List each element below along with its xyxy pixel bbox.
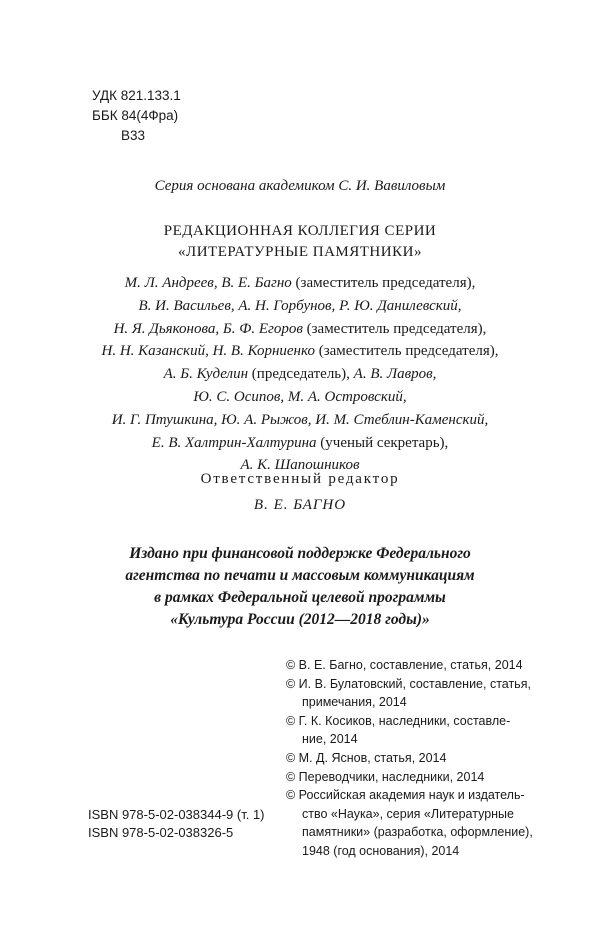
isbn-volume: ISBN 978-5-02-038344-9 (т. 1) (88, 807, 265, 822)
member-name: А. Н. Горбунов, (238, 297, 336, 314)
member-name: Р. Ю. Данилевский, (339, 297, 462, 314)
author-mark: В33 (121, 128, 146, 143)
member-name: И. Г. Птушкина, (111, 411, 218, 428)
board-members (70, 272, 530, 477)
board-title-line-1: РЕДАКЦИОННАЯ КОЛЛЕГИЯ СЕРИИ (163, 223, 437, 239)
member-name: Н. Н. Казанский, (101, 343, 209, 360)
board-members-line (70, 318, 530, 341)
board-members-line (70, 363, 530, 386)
isbn-block (88, 806, 265, 841)
member-role: (заместитель председателя), (318, 343, 499, 360)
member-role: (председатель), (251, 366, 350, 383)
member-name: В. Е. Багно (221, 275, 292, 291)
copyright-line: ство «Наука», серия «Литературные (302, 806, 514, 821)
isbn-series: ISBN 978-5-02-038326-5 (88, 824, 234, 840)
copyright-line: © В. Е. Багно, составление, статья, 2014 (286, 658, 523, 672)
funding-line-4: «Культура России (2012—2018 годы)» (170, 611, 430, 628)
board-members-line (70, 386, 530, 409)
member-role: (ученый секретарь), (320, 434, 449, 451)
member-name: М. А. Островский, (287, 388, 407, 405)
board-members-line (70, 340, 530, 363)
classification-codes (92, 86, 181, 146)
board-members-line (70, 295, 530, 318)
member-name: Н. В. Корниенко (212, 343, 315, 360)
copyright-line: памятники» (разработка, оформление), (302, 825, 533, 840)
member-name: В. И. Васильев, (138, 297, 235, 314)
board-title (60, 221, 540, 263)
copyright-line: © М. Д. Яснов, статья, 2014 (286, 750, 447, 765)
bbk-code: ББК 84(4Фра) (92, 108, 179, 123)
member-role: (заместитель председателя), (306, 320, 487, 337)
member-name: А. К. Шапошников (240, 457, 360, 474)
responsible-editor-name: В. Е. БАГНО (253, 497, 347, 513)
copyright-block (286, 656, 546, 861)
copyright-line: © И. В. Булатовский, составление, статья, (286, 676, 531, 691)
copyright-line: © Переводчики, наследники, 2014 (286, 769, 485, 784)
member-name: Б. Ф. Егоров (222, 320, 303, 337)
board-members-line (70, 432, 530, 455)
funding-line-1: Издано при финансовой поддержке Федерального (129, 545, 471, 562)
member-name: А. Б. Куделин (163, 366, 249, 383)
board-members-line (70, 272, 530, 295)
copyright-line: © Г. К. Косиков, наследники, составле- (286, 713, 511, 728)
udk-code: УДК 821.133.1 (92, 88, 181, 103)
member-name: Ю. С. Осипов, (193, 388, 285, 405)
member-name: И. М. Стеблин-Каменский, (315, 411, 489, 428)
member-role: (заместитель председателя), (295, 275, 476, 291)
copyright-line: 1948 (год основания), 2014 (302, 843, 460, 858)
copyright-line: ние, 2014 (302, 732, 358, 747)
series-note: Серия основана академиком С. И. Вавиловым (154, 178, 446, 194)
member-name: Н. Я. Дьяконова, (113, 320, 220, 337)
copyright-line: © Российская академия наук и издатель- (286, 788, 525, 803)
member-name: Ю. А. Рыжов, (221, 411, 312, 428)
responsible-editor-label: Ответственный редактор (200, 471, 400, 487)
funding-line-3: в рамках Федеральной целевой программы (154, 589, 446, 606)
funding-line-2: агентства по печати и массовым коммуникациям (125, 567, 475, 584)
copyright-line: примечания, 2014 (302, 695, 407, 710)
member-name: А. В. Лавров, (353, 366, 437, 383)
board-members-line (70, 409, 530, 432)
member-name: Е. В. Халтрин-Халтурина (151, 434, 317, 451)
funding-note (60, 543, 540, 631)
member-name: М. Л. Андреев, (124, 275, 218, 291)
board-title-line-2: «ЛИТЕРАТУРНЫЕ ПАМЯТНИКИ» (178, 244, 422, 260)
